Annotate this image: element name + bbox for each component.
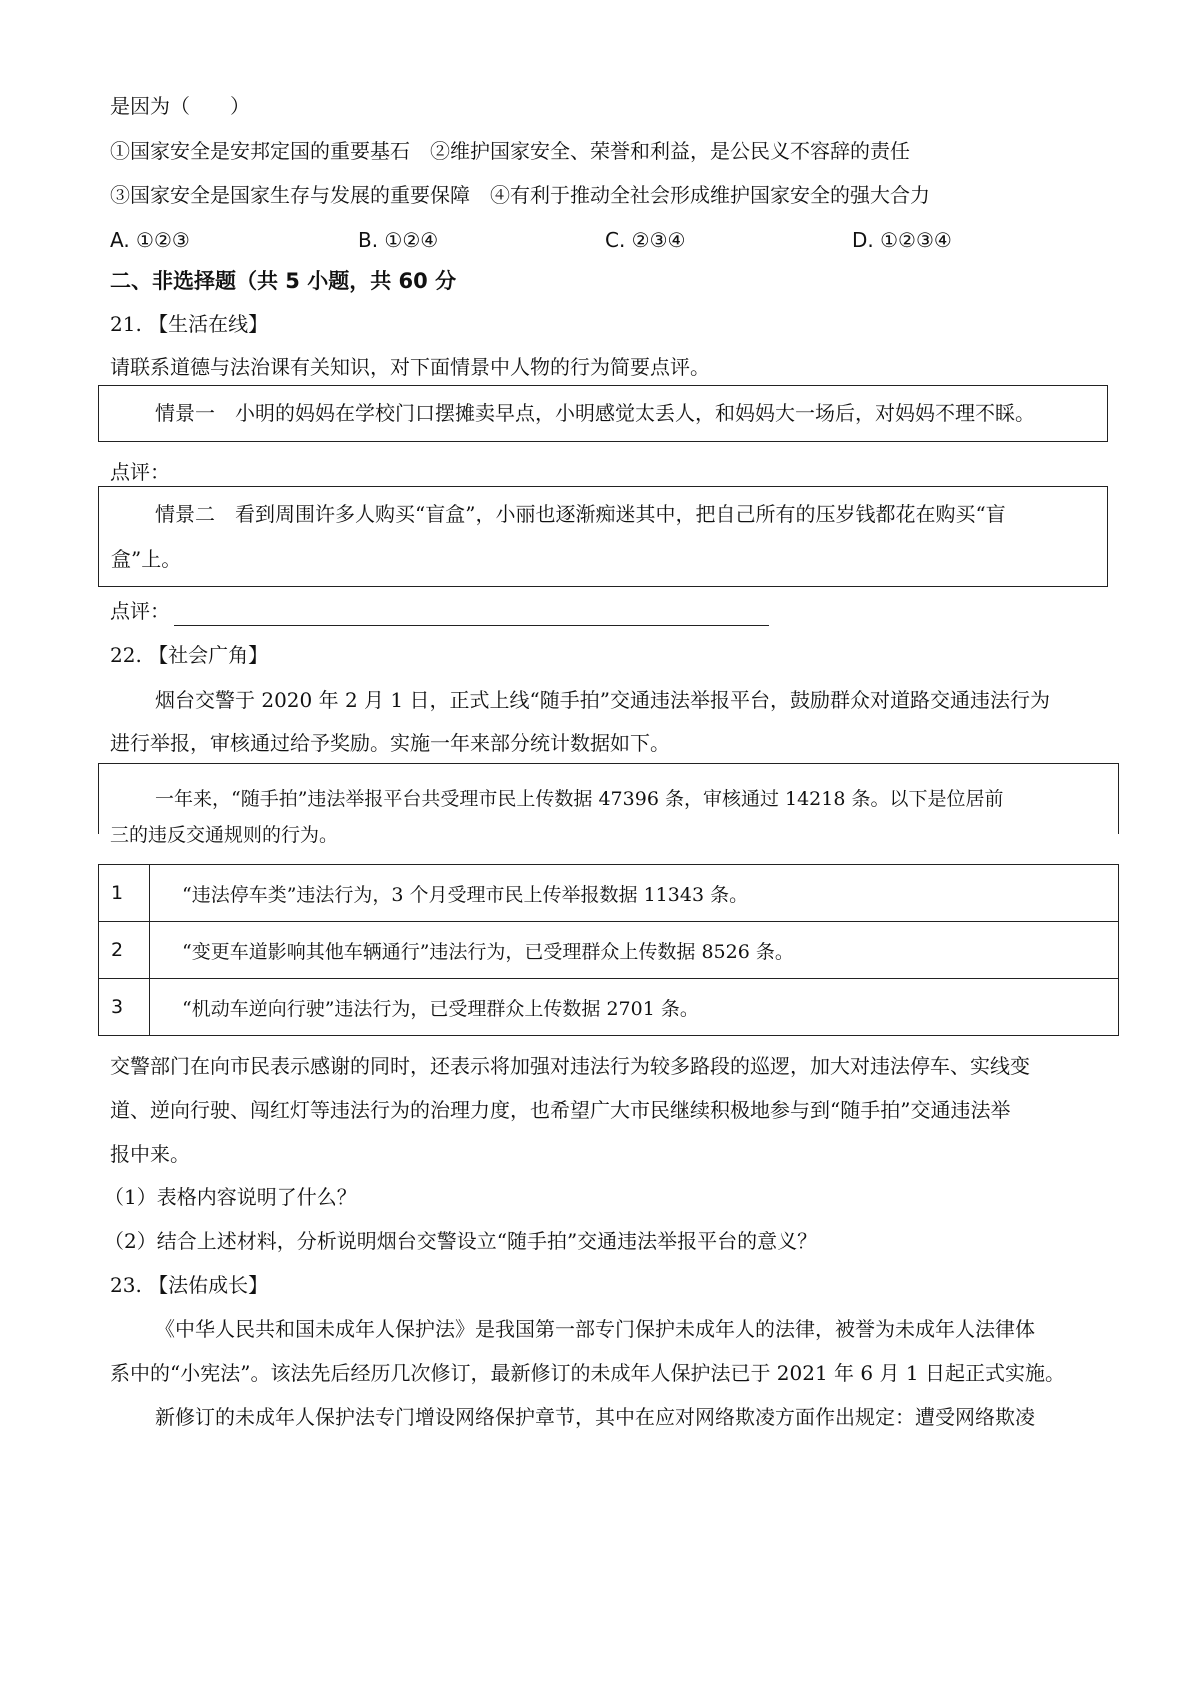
q21-prompt: 请联系道德与法治课有关知识，对下面情景中人物的行为简要点评。 [110, 355, 710, 379]
table-row [99, 922, 1119, 979]
comment-1-blank[interactable] [174, 464, 769, 487]
comment-1 [110, 457, 769, 487]
scene2-text-line1: 情景二 看到周围许多人购买“盲盒”，小丽也逐渐痴迷其中，把自己所有的压岁钱都花在购买“盲 [155, 502, 1006, 526]
comment-1-label: 点评： [110, 460, 170, 484]
q22-sub2: （2）结合上述材料，分析说明烟台交警设立“随手拍”交通违法举报平台的意义？ [104, 1229, 818, 1253]
q22-intro-line1: 烟台交警于 2020 年 2 月 1 日，正式上线“随手拍”交通违法举报平台，鼓励群众对道路交通违法行为 [155, 688, 1050, 712]
comment-2-blank[interactable] [174, 603, 769, 626]
table-row [99, 979, 1119, 1036]
q23-heading: 23. 【法佑成长】 [110, 1273, 269, 1297]
q21-heading: 21. 【生活在线】 [110, 312, 269, 336]
scene1-box [98, 385, 1108, 442]
section-title: 二、非选择题（共 5 小题，共 60 分 [110, 269, 457, 293]
scene2-box [98, 486, 1108, 587]
row-text: “违法停车类”违法行为，3 个月受理市民上传举报数据 11343 条。 [150, 865, 1119, 922]
q23-p1-line1: 《中华人民共和国未成年人保护法》是我国第一部专门保护未成年人的法律，被誉为未成年人法律体 [155, 1317, 1035, 1341]
row-number: 1 [99, 865, 150, 922]
stats-table [98, 864, 1119, 1036]
q22-after-line2: 道、逆向行驶、闯红灯等违法行为的治理力度，也希望广大市民继续积极地参与到“随手拍”交通违法举 [110, 1098, 1011, 1122]
stats-header-line2: 三的违反交通规则的行为。 [110, 824, 339, 846]
q22-after-line3: 报中来。 [110, 1142, 190, 1166]
stats-header-line1: 一年来，“随手拍”违法举报平台共受理市民上传数据 47396 条，审核通过 14218 条。以下是位居前 [155, 788, 1004, 810]
table-row [99, 865, 1119, 922]
scene1-text: 情景一 小明的妈妈在学校门口摆摊卖早点，小明感觉太丢人，和妈妈大一场后，对妈妈不理不睬。 [155, 401, 1035, 425]
option-b[interactable]: B. ①②④ [358, 228, 439, 252]
q20-statements-3-4: ③国家安全是国家生存与发展的重要保障 ④有利于推动全社会形成维护国家安全的强大合力 [110, 183, 930, 207]
option-a[interactable]: A. ①②③ [110, 228, 190, 252]
scene2-text-line2: 盒”上。 [111, 547, 182, 571]
comment-2-label: 点评： [110, 599, 170, 623]
q23-p2-line1: 新修订的未成年人保护法专门增设网络保护章节，其中在应对网络欺凌方面作出规定：遭受网络欺凌 [155, 1405, 1035, 1429]
row-number: 3 [99, 979, 150, 1036]
q20-statements-1-2: ①国家安全是安邦定国的重要基石 ②维护国家安全、荣誉和利益，是公民义不容辞的责任 [110, 139, 910, 163]
q20-stem: 是因为（ ） [110, 94, 250, 118]
q22-sub1: （1）表格内容说明了什么？ [104, 1185, 357, 1209]
row-text: “变更车道影响其他车辆通行”违法行为，已受理群众上传数据 8526 条。 [150, 922, 1119, 979]
option-c[interactable]: C. ②③④ [605, 228, 686, 252]
q22-heading: 22. 【社会广角】 [110, 643, 269, 667]
q23-p1-line2: 系中的“小宪法”。该法先后经历几次修订，最新修订的未成年人保护法已于 2021 年 6 月 1 日起正式实施。 [110, 1361, 1065, 1385]
q22-intro-line2: 进行举报，审核通过给予奖励。实施一年来部分统计数据如下。 [110, 731, 670, 755]
row-number: 2 [99, 922, 150, 979]
q22-after-line1: 交警部门在向市民表示感谢的同时，还表示将加强对违法行为较多路段的巡逻，加大对违法停车、实线变 [110, 1054, 1030, 1078]
comment-2 [110, 596, 769, 626]
row-text: “机动车逆向行驶”违法行为，已受理群众上传数据 2701 条。 [150, 979, 1119, 1036]
option-d[interactable]: D. ①②③④ [852, 228, 952, 252]
